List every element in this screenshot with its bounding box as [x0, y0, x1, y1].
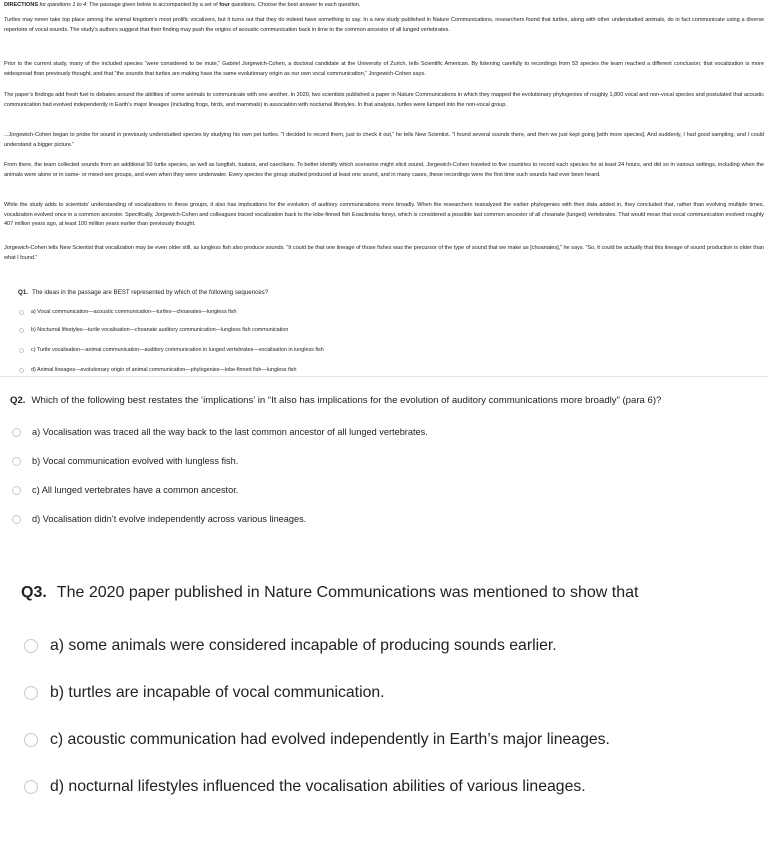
radio-icon[interactable] [24, 733, 38, 747]
q3-section [0, 553, 768, 863]
radio-icon[interactable] [19, 368, 24, 373]
radio-icon[interactable] [19, 348, 24, 353]
q1-option-c-label: c) Turtle vocalisation—animal communication—auditory communication in lunged vertebrates—vocalisation in lungless fish [31, 347, 324, 353]
q2-text: Which of the following best restates the ‘implications’ in “It also has implications for the evolution of auditory communications more broadly” (para 6)? [31, 395, 662, 406]
q2-option-c-label: c) All lunged vertebrates have a common ancestor. [32, 485, 239, 495]
passage-paragraph-5: From there, the team collected sounds from an additional 50 turtle species, as well as lungfish, tuatara, and caecilians. To better identify which scenarios might elicit sound, Jorgewich-Cohen traveled to five countries to record each species for at least 24 hours, and did so in various settings, including when the animals were alone or in same- or mixed-sex groups, and even when they were underwater. Every species the group studied produced at least one sound, and in many cases, these recordings were the first time such sounds had ever been heard. [4, 162, 764, 178]
q1-option-b[interactable] [19, 327, 288, 333]
q2-number: Q2. [10, 395, 26, 406]
q1-option-c[interactable] [19, 347, 324, 353]
directions-label: DIRECTIONS [4, 2, 38, 8]
q2-option-d-label: d) Vocalisation didn’t evolve independently across various lineages. [32, 514, 307, 524]
q2-option-d[interactable] [12, 514, 306, 524]
passage-section [0, 0, 768, 376]
q2-option-a[interactable] [12, 427, 428, 437]
radio-icon[interactable] [12, 428, 21, 437]
q1-question [18, 289, 268, 296]
q2-question [10, 395, 661, 406]
q1-option-d-label: d) Animal lineages—evolutionary origin of animal communication—phylogenies—lobe-finned fish—lungless fish [31, 367, 297, 373]
q1-text: The ideas in the passage are BEST represented by which of the following sequences? [31, 289, 269, 296]
passage-paragraph-1: Turtles may never take top place among the animal kingdom’s most prolific vocalizers, but it turns out that they do indeed have something to say. In a new study published in Nature Communications, researchers found that turtles, along with other understudied animals, do in fact communicate using a diverse repertoire of vocal sounds. The study’s authors suggest that their finding may push the origins of acoustic communication back in time to the common ancestor of all lunged vertebrates. [4, 17, 764, 33]
radio-icon[interactable] [19, 328, 24, 333]
q2-option-c[interactable] [12, 485, 238, 495]
q1-option-a-label: a) Vocal communication—acoustic communication—turtles—choanates—lungless fish [31, 309, 237, 315]
radio-icon[interactable] [24, 686, 38, 700]
passage-paragraph-4: ...Jorgewich-Cohen began to probe for sound in previously understudied species by studying his own pet turtles. “I decided to record them, just to check it out,” he tells New Scientist. “I found several sounds there, and then we just kept going [with more species]. And suddenly, I had good sampling, and I could understand a bigger picture.” [4, 132, 764, 148]
q3-text: The 2020 paper published in Nature Communications was mentioned to show that [56, 584, 639, 601]
radio-icon[interactable] [19, 310, 24, 315]
q3-option-a-label: a) some animals were considered incapable of producing sounds earlier. [50, 637, 557, 654]
q2-option-b[interactable] [12, 456, 238, 466]
passage-paragraph-7: Jorgewich-Cohen tells New Scientist that vocalization may be even older still, as lungless fish also produce sounds. “It could be that one lineage of those fishes was the precursor of the type of sound that we make as [choanates],” he says. “So, it could be actually that this lineage of sound production is older than what I found.” [4, 245, 764, 261]
directions-text-b: questions. Choose the best answer to each question. [229, 2, 361, 8]
q3-option-d[interactable] [24, 778, 586, 796]
passage-paragraph-6: While the study adds to scientists’ understanding of vocalizations in these groups, it also has implications for the evolution of auditory communications more broadly. When the researchers reanalyzed the earlier phylogenies with their data added in, they concluded that, rather than evolving multiple times, vocalization evolved once in a common ancestor. Specifically, Jorgewich-Cohen and colleagues traced vocalization back to the lobe-finned fish Eoactinistia foreyi, which is considered a possible last common ancestor of all choanate (lunged) vertebrates. That would mean that vocal communication evolved roughly 407 million years ago, at least 100 million years earlier than previously thought. [4, 202, 764, 228]
q3-option-b-label: b) turtles are incapable of vocal communication. [50, 684, 385, 701]
directions [4, 1, 764, 11]
directions-text-a: The passage given below is accompanied by a set of [87, 2, 220, 8]
q3-option-d-label: d) nocturnal lifestyles influenced the vocalisation abilities of various lineages. [50, 778, 586, 795]
q3-option-b[interactable] [24, 684, 385, 702]
radio-icon[interactable] [24, 639, 38, 653]
radio-icon[interactable] [12, 457, 21, 466]
q1-option-d[interactable] [19, 367, 296, 373]
directions-range: for questions 1 to 4: [38, 2, 88, 8]
radio-icon[interactable] [12, 486, 21, 495]
q1-option-b-label: b) Nocturnal lifestyles—turtle vocalisation—choanate auditory communication—lungless fish communication [31, 327, 289, 333]
passage-paragraph-3: The paper’s findings add fresh fuel to debates around the abilities of some animals to communicate with one another. In 2020, two scientists published a paper in Nature Communications in which they mapped the evolutionary phylogenies of roughly 1,800 vocal and non-vocal species and postulated that acoustic communication had evolved independently in Earth’s major lineages (including frogs, birds, and mammals) in association with nocturnal lifestyles. In that analysis, turtles were lumped into the non-vocal group. [4, 92, 764, 108]
q1-number: Q1. [18, 289, 28, 296]
radio-icon[interactable] [12, 515, 21, 524]
q3-option-c[interactable] [24, 731, 610, 749]
q3-question [21, 584, 638, 602]
q2-option-b-label: b) Vocal communication evolved with lungless fish. [32, 456, 239, 466]
directions-four: four [219, 2, 230, 8]
q1-option-a[interactable] [19, 309, 237, 315]
q3-option-a[interactable] [24, 637, 557, 655]
radio-icon[interactable] [24, 780, 38, 794]
q3-option-c-label: c) acoustic communication had evolved independently in Earth’s major lineages. [50, 731, 610, 748]
q2-section [0, 377, 768, 553]
q3-number: Q3. [21, 584, 47, 601]
passage-paragraph-2: Prior to the current study, many of the included species “were considered to be mute,” Gabriel Jorgewich-Cohen, a doctoral candidate at the University of Zurich, tells Scientific American. By listening carefully to recordings from 53 species the team reached a different conclusion: that vocalization is more widespread than previously thought, and that “the sounds that turtles are making have the same evolutionary origin as our own vocal communication,” Jorgewich-Cohen says. [4, 61, 764, 77]
q2-option-a-label: a) Vocalisation was traced all the way back to the last common ancestor of all lunged vertebrates. [32, 427, 428, 437]
